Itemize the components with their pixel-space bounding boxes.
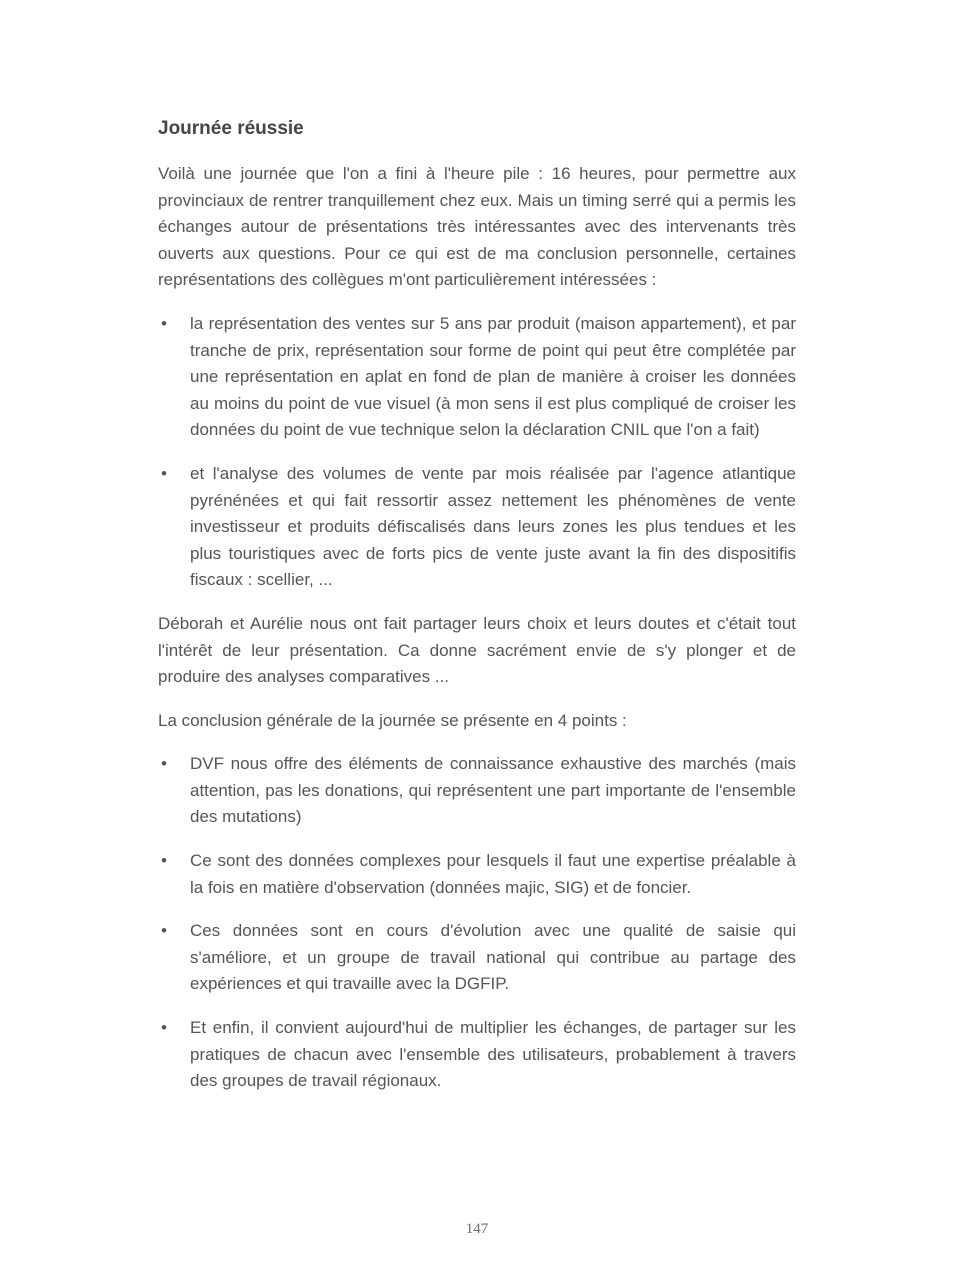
paragraph-conclusion-lead: La conclusion générale de la journée se présente en 4 points : [158, 710, 627, 730]
bullet-list-representations [158, 311, 796, 594]
list-item: • Ce sont des données complexes pour lesquels il faut une expertise préalable à la fois en matière d'observation (données majic, SIG) et de foncier. [158, 848, 796, 901]
list-item: • Et enfin, il convient aujourd'hui de multiplier les échanges, de partager sur les pratiques de chacun avec l'ensemble des utilisateurs, probablement à travers des groupes de travail régionaux. [158, 1015, 796, 1095]
page-number: 147 [465, 1221, 489, 1237]
paragraph-intro: Voilà une journée que l'on a fini à l'heure pile : 16 heures, pour permettre aux provinciaux de rentrer tranquillement chez eux. Mais un timing serré qui a permis les échanges autour de présentations très intéressantes avec des intervenants très ouverts aux questions. Pour ce qui est de ma conclusion personnelle, certaines représentations des collègues m'ont particulièrement intéressées : [158, 164, 796, 290]
list-item: • et l'analyse des volumes de vente par mois réalisée par l'agence atlantique pyrénénées et qui fait ressortir assez nettement les phénomènes de vente investisseur et produits défiscalisés dans leurs zones les plus tendues et les plus touristiques avec de forts pics de vente juste avant la fin des dispositifis fiscaux : scellier, ... [158, 461, 796, 594]
list-item: • Ces données sont en cours d'évolution avec une qualité de saisie qui s'améliore, et un groupe de travail national qui contribue au partage des expériences et qui travaille avec la DGFIP. [158, 918, 796, 998]
paragraph-deborah-aurelie: Déborah et Aurélie nous ont fait partager leurs choix et leurs doutes et c'était tout l'intérêt de leur présentation. Ca donne sacrément envie de s'y plonger et de produire des analyses comparatives ... [158, 613, 796, 687]
bullet-list-conclusion [158, 751, 796, 1095]
section-heading: Journée réussie [158, 118, 304, 139]
list-item: • la représentation des ventes sur 5 ans par produit (maison appartement), et par tranche de prix, représentation sour forme de point qui peut être complétée par une représentation en aplat en fond de plan de manière à croiser les données au moins du point de vue visuel (à mon sens il est plus compliqué de croiser les données du point de vue technique selon la déclaration CNIL que l'on a fait) [158, 311, 796, 444]
document-content [158, 117, 796, 1112]
list-item: • DVF nous offre des éléments de connaissance exhaustive des marchés (mais attention, pas les donations, qui représentent une part importante de l'ensemble des mutations) [158, 751, 796, 831]
